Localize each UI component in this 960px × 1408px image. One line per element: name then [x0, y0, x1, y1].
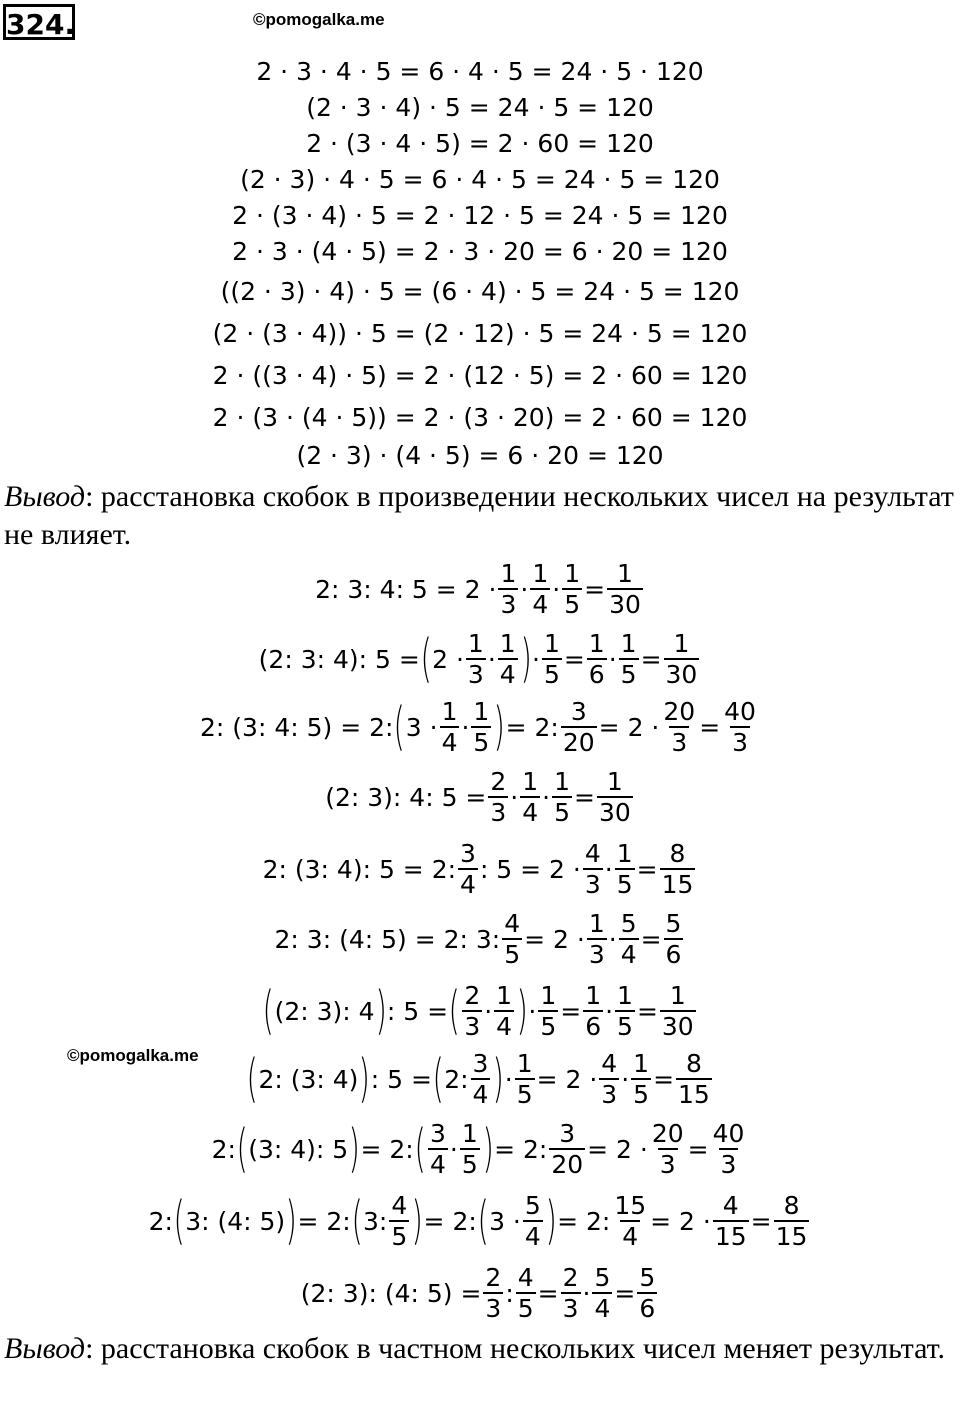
mult-line-3: 2 · (3 · 4 · 5) = 2 · 60 = 120 [306, 128, 654, 158]
div-line-2: (2: 3: 4): 5 = ( 2 · $\frac{1}{3}$ · $\frac{1}{4}$ ) · $\frac{1}{5}$ = $\frac{1}{6}$ · $\frac{1}{5}$ = $\frac{1}{30}$ [258, 629, 698, 689]
conclusion-1-label: Вывод [4, 480, 86, 513]
mult-line-8: (2 · (3 · 4)) · 5 = (2 · 12) · 5 = 24 · 5 = 120 [212, 318, 748, 348]
div-line-8: ( 2: (3: 4) ) : 5 = ( 2: $\frac{3}{4}$ ) · $\frac{1}{5}$ = 2 · $\frac{4}{3}$ · $\frac{1}{5}$ = $\frac{8}{15}$ [246, 1049, 710, 1109]
mult-line-11: (2 · 3) · (4 · 5) = 6 · 20 = 120 [296, 440, 664, 470]
mult-line-9: 2 · ((3 · 4) · 5) = 2 · (12 · 5) = 2 · 60 = 120 [212, 360, 748, 390]
div-line-7: ( (2: 3): 4 ) : 5 = ( $\frac{2}{3}$ · $\frac{1}{4}$ ) · $\frac{1}{5}$ = $\frac{1}{6}$ · $\frac{1}{5}$ = $\frac{1}{30}$ [262, 981, 694, 1041]
mult-line-7: ((2 · 3) · 4) · 5 = (6 · 4) · 5 = 24 · 5 = 120 [220, 276, 740, 306]
watermark-middle: ©pomogalka.me [67, 1046, 199, 1065]
div-line-5: 2: (3: 4): 5 = 2: $\frac{3}{4}$ : 5 = 2 · $\frac{4}{3}$ · $\frac{1}{5}$ = $\frac{8}{15}$ [262, 839, 694, 899]
mult-line-1: 2 · 3 · 4 · 5 = 6 · 4 · 5 = 24 · 5 · 120 [256, 56, 704, 86]
conclusion-1-text: : расстановка скобок в произведении нескольких чисел на результат не влияет. [4, 480, 954, 551]
div-line-10: 2: ( 3: (4: 5) ) = 2: ( 3: $\frac{4}{5}$ ) = 2: ( 3 · $\frac{5}{4}$ ) = 2: $\frac{15}{4}$ = 2 · $\frac{4}{15}$ = $\frac{8}{15}$ [148, 1191, 808, 1251]
mult-line-5: 2 · (3 · 4) · 5 = 2 · 12 · 5 = 24 · 5 = 120 [232, 200, 728, 230]
div-line-9: 2: ( (3: 4): 5 ) = 2: ( $\frac{3}{4}$ · $\frac{1}{5}$ ) = 2: $\frac{3}{20}$ = 2 · $\frac{20}{3}$ = $\frac{40}{3}$ [211, 1119, 745, 1179]
mult-line-4: (2 · 3) · 4 · 5 = 6 · 4 · 5 = 24 · 5 = 120 [240, 164, 720, 194]
div-line-6: 2: 3: (4: 5) = 2: 3: $\frac{4}{5}$ = 2 · $\frac{1}{3}$ · $\frac{5}{4}$ = $\frac{5}{6}$ [274, 909, 682, 969]
conclusion-2 [4, 1330, 960, 1368]
div-line-11: (2: 3): (4: 5) = $\frac{2}{3}$ : $\frac{4}{5}$ = $\frac{2}{3}$ · $\frac{5}{4}$ = $\frac{5}{6}$ [300, 1263, 656, 1323]
conclusion-1 [4, 478, 960, 554]
mult-line-6: 2 · 3 · (4 · 5) = 2 · 3 · 20 = 6 · 20 = 120 [232, 236, 728, 266]
problem-number: 324. [3, 4, 75, 40]
mult-line-2: (2 · 3 · 4) · 5 = 24 · 5 = 120 [306, 92, 654, 122]
div-line-4: (2: 3): 4: 5 = $\frac{2}{3}$ · $\frac{1}{4}$ · $\frac{1}{5}$ = $\frac{1}{30}$ [325, 767, 631, 827]
conclusion-2-label: Вывод [4, 1332, 86, 1365]
div-line-1: 2: 3: 4: 5 = 2 · $\frac{1}{3}$ · $\frac{1}{4}$ · $\frac{1}{5}$ = $\frac{1}{30}$ [315, 559, 641, 619]
mult-line-10: 2 · (3 · (4 · 5)) = 2 · (3 · 20) = 2 · 60 = 120 [212, 402, 748, 432]
watermark-top: ©pomogalka.me [253, 10, 385, 29]
conclusion-2-text: : расстановка скобок в частном нескольких чисел меняет результат. [85, 1332, 945, 1365]
div-line-3: 2: (3: 4: 5) = 2: ( 3 · $\frac{1}{4}$ · $\frac{1}{5}$ ) = 2: $\frac{3}{20}$ = 2 · $\frac{20}{3}$ = $\frac{40}{3}$ [200, 697, 756, 757]
